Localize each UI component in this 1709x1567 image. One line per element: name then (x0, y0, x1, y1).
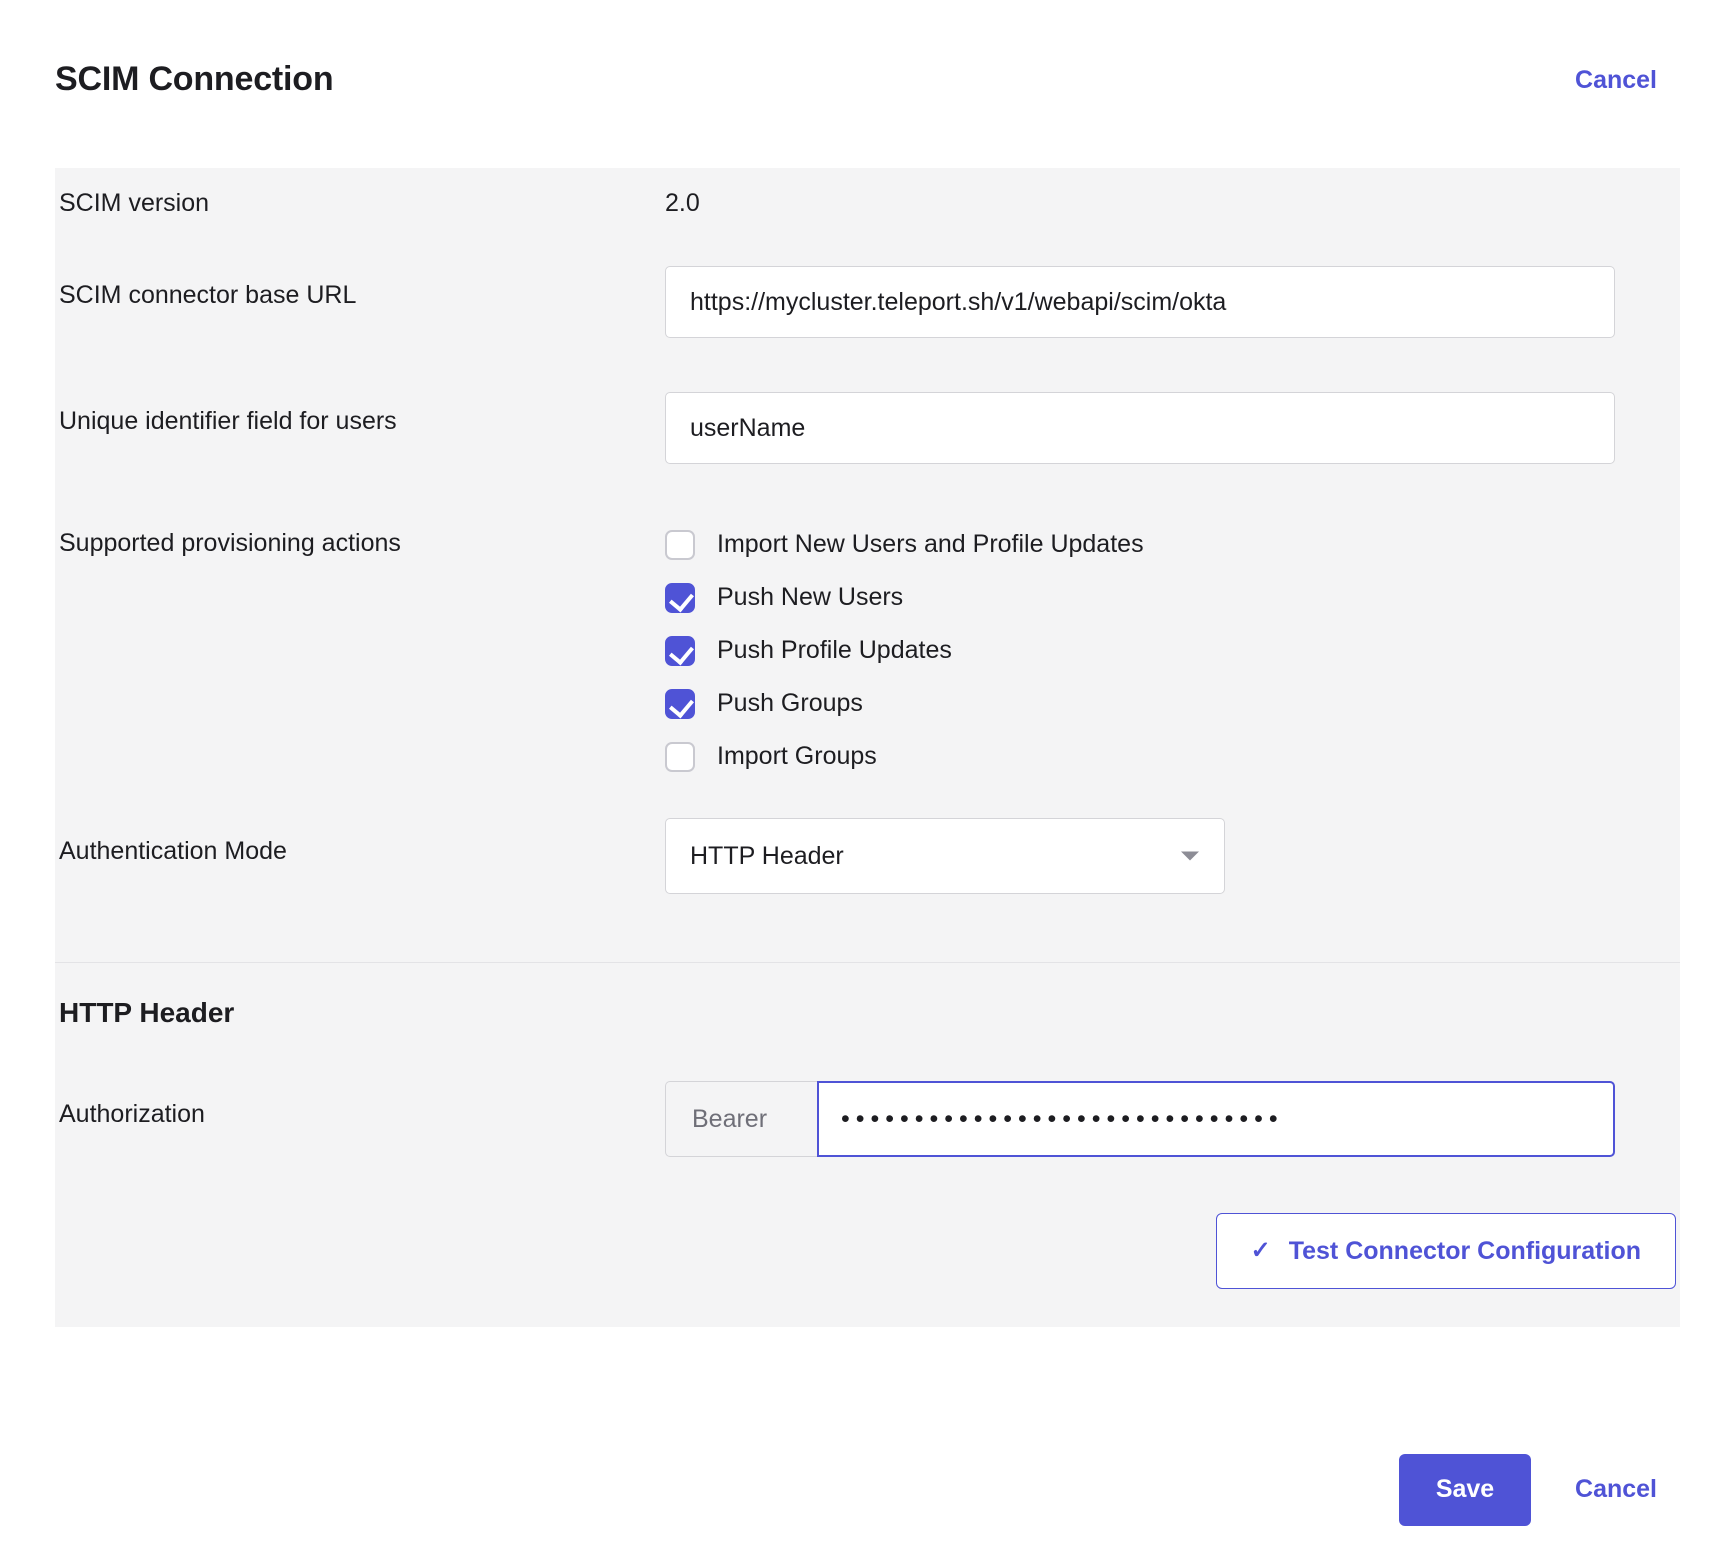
value-scim-version: 2.0 (665, 189, 700, 217)
row-scim-version (55, 188, 1680, 266)
label-unique-identifier: Unique identifier field for users (59, 407, 397, 435)
page-title: SCIM Connection (55, 60, 334, 98)
page-footer (0, 1412, 1709, 1567)
checkbox-import-new-users[interactable] (665, 530, 695, 560)
http-header-section-title: HTTP Header (59, 997, 235, 1028)
field-authorization (665, 1081, 1680, 1157)
auth-mode-selected-value: HTTP Header (690, 841, 844, 870)
row-base-url (55, 266, 1680, 392)
provisioning-actions-list (665, 518, 1676, 783)
check-icon: ✓ (1250, 1237, 1271, 1264)
save-button[interactable]: Save (1399, 1454, 1531, 1526)
label-scim-version: SCIM version (59, 189, 210, 217)
connection-settings-group (55, 168, 1680, 962)
label-authorization: Authorization (59, 1100, 205, 1128)
footer-cancel-link[interactable]: Cancel (1575, 1475, 1657, 1503)
test-connector-button-label: Test Connector Configuration (1288, 1236, 1641, 1265)
checkbox-push-new-users[interactable] (665, 583, 695, 613)
checkbox-import-groups[interactable] (665, 742, 695, 772)
test-connector-row (55, 1213, 1680, 1289)
checkbox-row-import-groups[interactable] (665, 730, 1676, 783)
chevron-down-icon[interactable] (1181, 852, 1199, 861)
checkbox-label-import-groups[interactable]: Import Groups (717, 742, 877, 770)
checkbox-label-push-new-users[interactable]: Push New Users (717, 583, 904, 611)
checkbox-push-groups[interactable] (665, 689, 695, 719)
auth-mode-select[interactable] (665, 818, 1225, 894)
field-unique-identifier (665, 392, 1680, 464)
authorization-token-input[interactable]: •••••••••••••••••••••••••••••• (817, 1081, 1615, 1157)
auth-mode-select-wrapper[interactable] (665, 818, 1225, 894)
field-scim-version (665, 188, 1680, 218)
checkbox-row-push-new-users[interactable] (665, 571, 1676, 624)
row-provisioning-actions (55, 518, 1680, 818)
label-auth-mode: Authentication Mode (59, 837, 287, 865)
checkbox-push-profile-updates[interactable] (665, 636, 695, 666)
checkbox-row-push-profile-updates[interactable] (665, 624, 1676, 677)
checkbox-label-push-groups[interactable]: Push Groups (717, 689, 863, 717)
checkbox-row-push-groups[interactable] (665, 677, 1676, 730)
base-url-input[interactable] (665, 266, 1615, 338)
page-header (0, 0, 1709, 168)
row-unique-identifier (55, 392, 1680, 518)
label-base-url: SCIM connector base URL (59, 281, 357, 309)
http-header-group (55, 963, 1680, 1327)
row-auth-mode (55, 818, 1680, 936)
header-cancel-link[interactable]: Cancel (1575, 66, 1657, 94)
unique-identifier-input[interactable] (665, 392, 1615, 464)
authorization-combo (665, 1081, 1615, 1157)
authorization-scheme-prefix: Bearer (665, 1081, 817, 1157)
scim-connection-panel (55, 168, 1680, 1327)
test-connector-configuration-button[interactable] (1216, 1213, 1676, 1289)
checkbox-row-import-new-users[interactable] (665, 518, 1676, 571)
label-provisioning-actions: Supported provisioning actions (59, 529, 401, 557)
checkbox-label-push-profile-updates[interactable]: Push Profile Updates (717, 636, 952, 664)
field-auth-mode (665, 818, 1680, 894)
checkbox-label-import-new-users[interactable]: Import New Users and Profile Updates (717, 530, 1144, 558)
field-provisioning-actions (665, 518, 1680, 783)
field-base-url (665, 266, 1680, 338)
row-authorization (55, 1081, 1680, 1167)
